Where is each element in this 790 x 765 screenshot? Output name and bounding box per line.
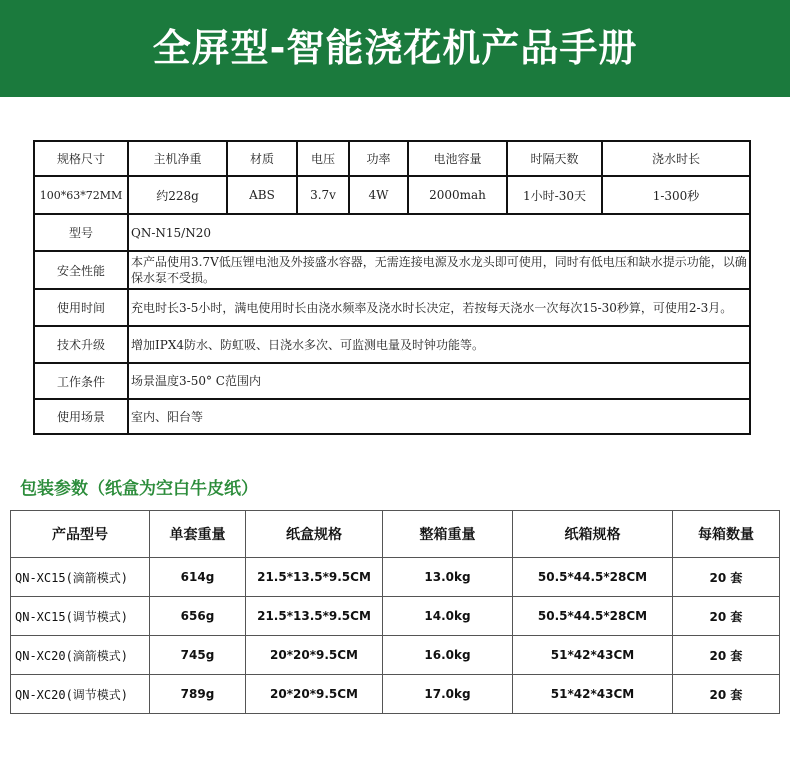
packing-row — [11, 597, 780, 636]
unit-weight-cell: 614g — [150, 558, 246, 597]
packing-header-row — [11, 511, 780, 558]
row-label: 技术升级 — [34, 326, 128, 363]
header-cell: 电压 — [297, 141, 349, 176]
row-text: 增加IPX4防水、防虹吸、日浇水多次、可监测电量及时钟功能等。 — [128, 326, 750, 363]
carton-size-cell: 51*42*43CM — [513, 636, 673, 675]
packing-row — [11, 636, 780, 675]
page-title: 全屏型-智能浇花机产品手册 — [0, 0, 790, 97]
spec-row — [34, 214, 750, 251]
spec-table — [33, 140, 751, 435]
header-cell: 产品型号 — [11, 511, 150, 558]
header-cell: 规格尺寸 — [34, 141, 128, 176]
box-size-cell: 20*20*9.5CM — [246, 636, 383, 675]
spec-value-row — [34, 176, 750, 214]
carton-size-cell: 51*42*43CM — [513, 675, 673, 714]
header-cell: 纸箱规格 — [513, 511, 673, 558]
header-cell: 浇水时长 — [602, 141, 750, 176]
value-cell: 4W — [349, 176, 408, 214]
qty-cell: 20 套 — [673, 558, 780, 597]
value-cell: 1小时-30天 — [507, 176, 602, 214]
header-cell: 主机净重 — [128, 141, 227, 176]
value-cell: 1-300秒 — [602, 176, 750, 214]
row-text: 场景温度3-50° C范围内 — [128, 363, 750, 399]
row-label: 型号 — [34, 214, 128, 251]
box-size-cell: 21.5*13.5*9.5CM — [246, 558, 383, 597]
row-label: 工作条件 — [34, 363, 128, 399]
packing-table — [10, 510, 780, 714]
header-cell: 电池容量 — [408, 141, 507, 176]
spec-row — [34, 289, 750, 326]
carton-size-cell: 50.5*44.5*28CM — [513, 558, 673, 597]
header-cell: 功率 — [349, 141, 408, 176]
row-label: 安全性能 — [34, 251, 128, 289]
spec-row — [34, 326, 750, 363]
value-cell: 3.7v — [297, 176, 349, 214]
header-cell: 每箱数量 — [673, 511, 780, 558]
row-text: QN-N15/N20 — [128, 214, 750, 251]
carton-weight-cell: 14.0kg — [383, 597, 513, 636]
row-text: 室内、阳台等 — [128, 399, 750, 434]
header-cell: 材质 — [227, 141, 297, 176]
spec-row — [34, 251, 750, 289]
row-text: 充电时长3-5小时，满电使用时长由浇水频率及浇水时长决定，若按每天浇水一次每次15-30秒算，可使用2-3月。 — [128, 289, 750, 326]
carton-weight-cell: 13.0kg — [383, 558, 513, 597]
value-cell: 100*63*72MM — [34, 176, 128, 214]
packing-section-title: 包装参数（纸盒为空白牛皮纸） — [20, 479, 258, 499]
carton-size-cell: 50.5*44.5*28CM — [513, 597, 673, 636]
unit-weight-cell: 789g — [150, 675, 246, 714]
model-cell: QN-XC15(调节模式) — [11, 597, 150, 636]
qty-cell: 20 套 — [673, 675, 780, 714]
header-cell: 单套重量 — [150, 511, 246, 558]
qty-cell: 20 套 — [673, 636, 780, 675]
spec-header-row — [34, 141, 750, 176]
header-cell: 纸盒规格 — [246, 511, 383, 558]
unit-weight-cell: 656g — [150, 597, 246, 636]
value-cell: 约228g — [128, 176, 227, 214]
qty-cell: 20 套 — [673, 597, 780, 636]
model-cell: QN-XC20(滴箭模式) — [11, 636, 150, 675]
packing-row — [11, 558, 780, 597]
header-cell: 时隔天数 — [507, 141, 602, 176]
spec-row — [34, 399, 750, 434]
value-cell: 2000mah — [408, 176, 507, 214]
spec-row — [34, 363, 750, 399]
box-size-cell: 21.5*13.5*9.5CM — [246, 597, 383, 636]
row-label: 使用时间 — [34, 289, 128, 326]
carton-weight-cell: 17.0kg — [383, 675, 513, 714]
row-label: 使用场景 — [34, 399, 128, 434]
carton-weight-cell: 16.0kg — [383, 636, 513, 675]
box-size-cell: 20*20*9.5CM — [246, 675, 383, 714]
row-text: 本产品使用3.7V低压锂电池及外接盛水容器，无需连接电源及水龙头即可使用，同时有低电压和缺水提示功能，以确保水泵不受损。 — [128, 251, 750, 289]
model-cell: QN-XC20(调节模式) — [11, 675, 150, 714]
unit-weight-cell: 745g — [150, 636, 246, 675]
model-cell: QN-XC15(滴箭模式) — [11, 558, 150, 597]
value-cell: ABS — [227, 176, 297, 214]
packing-row — [11, 675, 780, 714]
header-cell: 整箱重量 — [383, 511, 513, 558]
